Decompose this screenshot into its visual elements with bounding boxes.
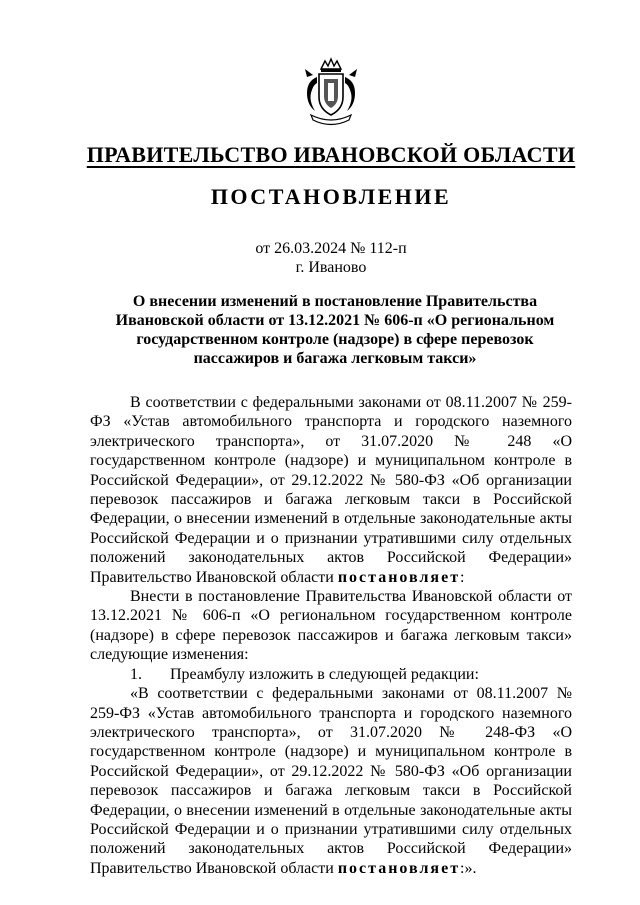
- document-subject: О внесении изменений в постановление Правительства Ивановской области от 13.12.2021 № 606-п «О региональном государственном контроле (надзоре) в сфере перевозок пассажиров и багажа легковым такси»: [115, 293, 555, 367]
- preamble-paragraph: [90, 393, 572, 587]
- document-date-number: от 26.03.2024 № 112-п: [255, 240, 407, 257]
- quoted-preamble-paragraph: [90, 684, 572, 878]
- list-item-text: Преамбулу изложить в следующей редакции:: [170, 665, 479, 683]
- quoted-resolution-verb: постановляет: [337, 859, 461, 877]
- preamble-end: :: [460, 568, 465, 586]
- document-type: ПОСТАНОВЛЕНИЕ: [210, 184, 452, 209]
- amendment-paragraph: Внести в постановление Правительства Ивановской области от 13.12.2021 № 606-п «О региональном государственном контроле (надзоре) в сфере перевозок пассажиров и багажа легковым такси» следующие изменения:: [90, 588, 572, 664]
- list-item-number: 1.: [130, 665, 142, 683]
- document-body: [90, 393, 572, 878]
- document-city: г. Иваново: [295, 259, 367, 276]
- preamble-text: В соответствии с федеральными законами от 08.11.2007 № 259-ФЗ «Устав автомобильного транспорта и городского наземного электрического транспорта», от 31.07.2020 № 248 «О государственном контроле (надзоре) и муниципальном контроле в Российской Федерации», от 29.12.2022 № 580-ФЗ «Об организации перевозок пассажиров и багажа легковым такси в Российской Федерации, о внесении изменений в отдельные законодательные акты Российской Федерации и о признании утратившими силу отдельных положений законодательных актов Российской Федерации» Правительство Ивановской области: [90, 394, 572, 586]
- list-item: [90, 665, 572, 684]
- coat-of-arms-icon: [295, 55, 367, 127]
- quoted-preamble-end: :».: [460, 859, 477, 877]
- quoted-preamble-text: «В соответствии с федеральными законами от 08.11.2007 № 259-ФЗ «Устав автомобильного транспорта и городского наземного электрического транспорта», от 31.07.2020 № 248-ФЗ «О государственном контроле (надзоре) и муниципальном контроле в Российской Федерации», от 29.12.2022 № 580-ФЗ «Об организации перевозок пассажиров и багажа легковым такси в Российской Федерации, о внесении изменений в отдельные законодательные акты Российской Федерации и о признании утратившими силу отдельных положений законодательных актов Российской Федерации» Правительство Ивановской области: [90, 685, 572, 877]
- resolution-verb: постановляет: [337, 568, 461, 586]
- organization-title: ПРАВИТЕЛЬСТВО ИВАНОВСКОЙ ОБЛАСТИ: [86, 142, 576, 167]
